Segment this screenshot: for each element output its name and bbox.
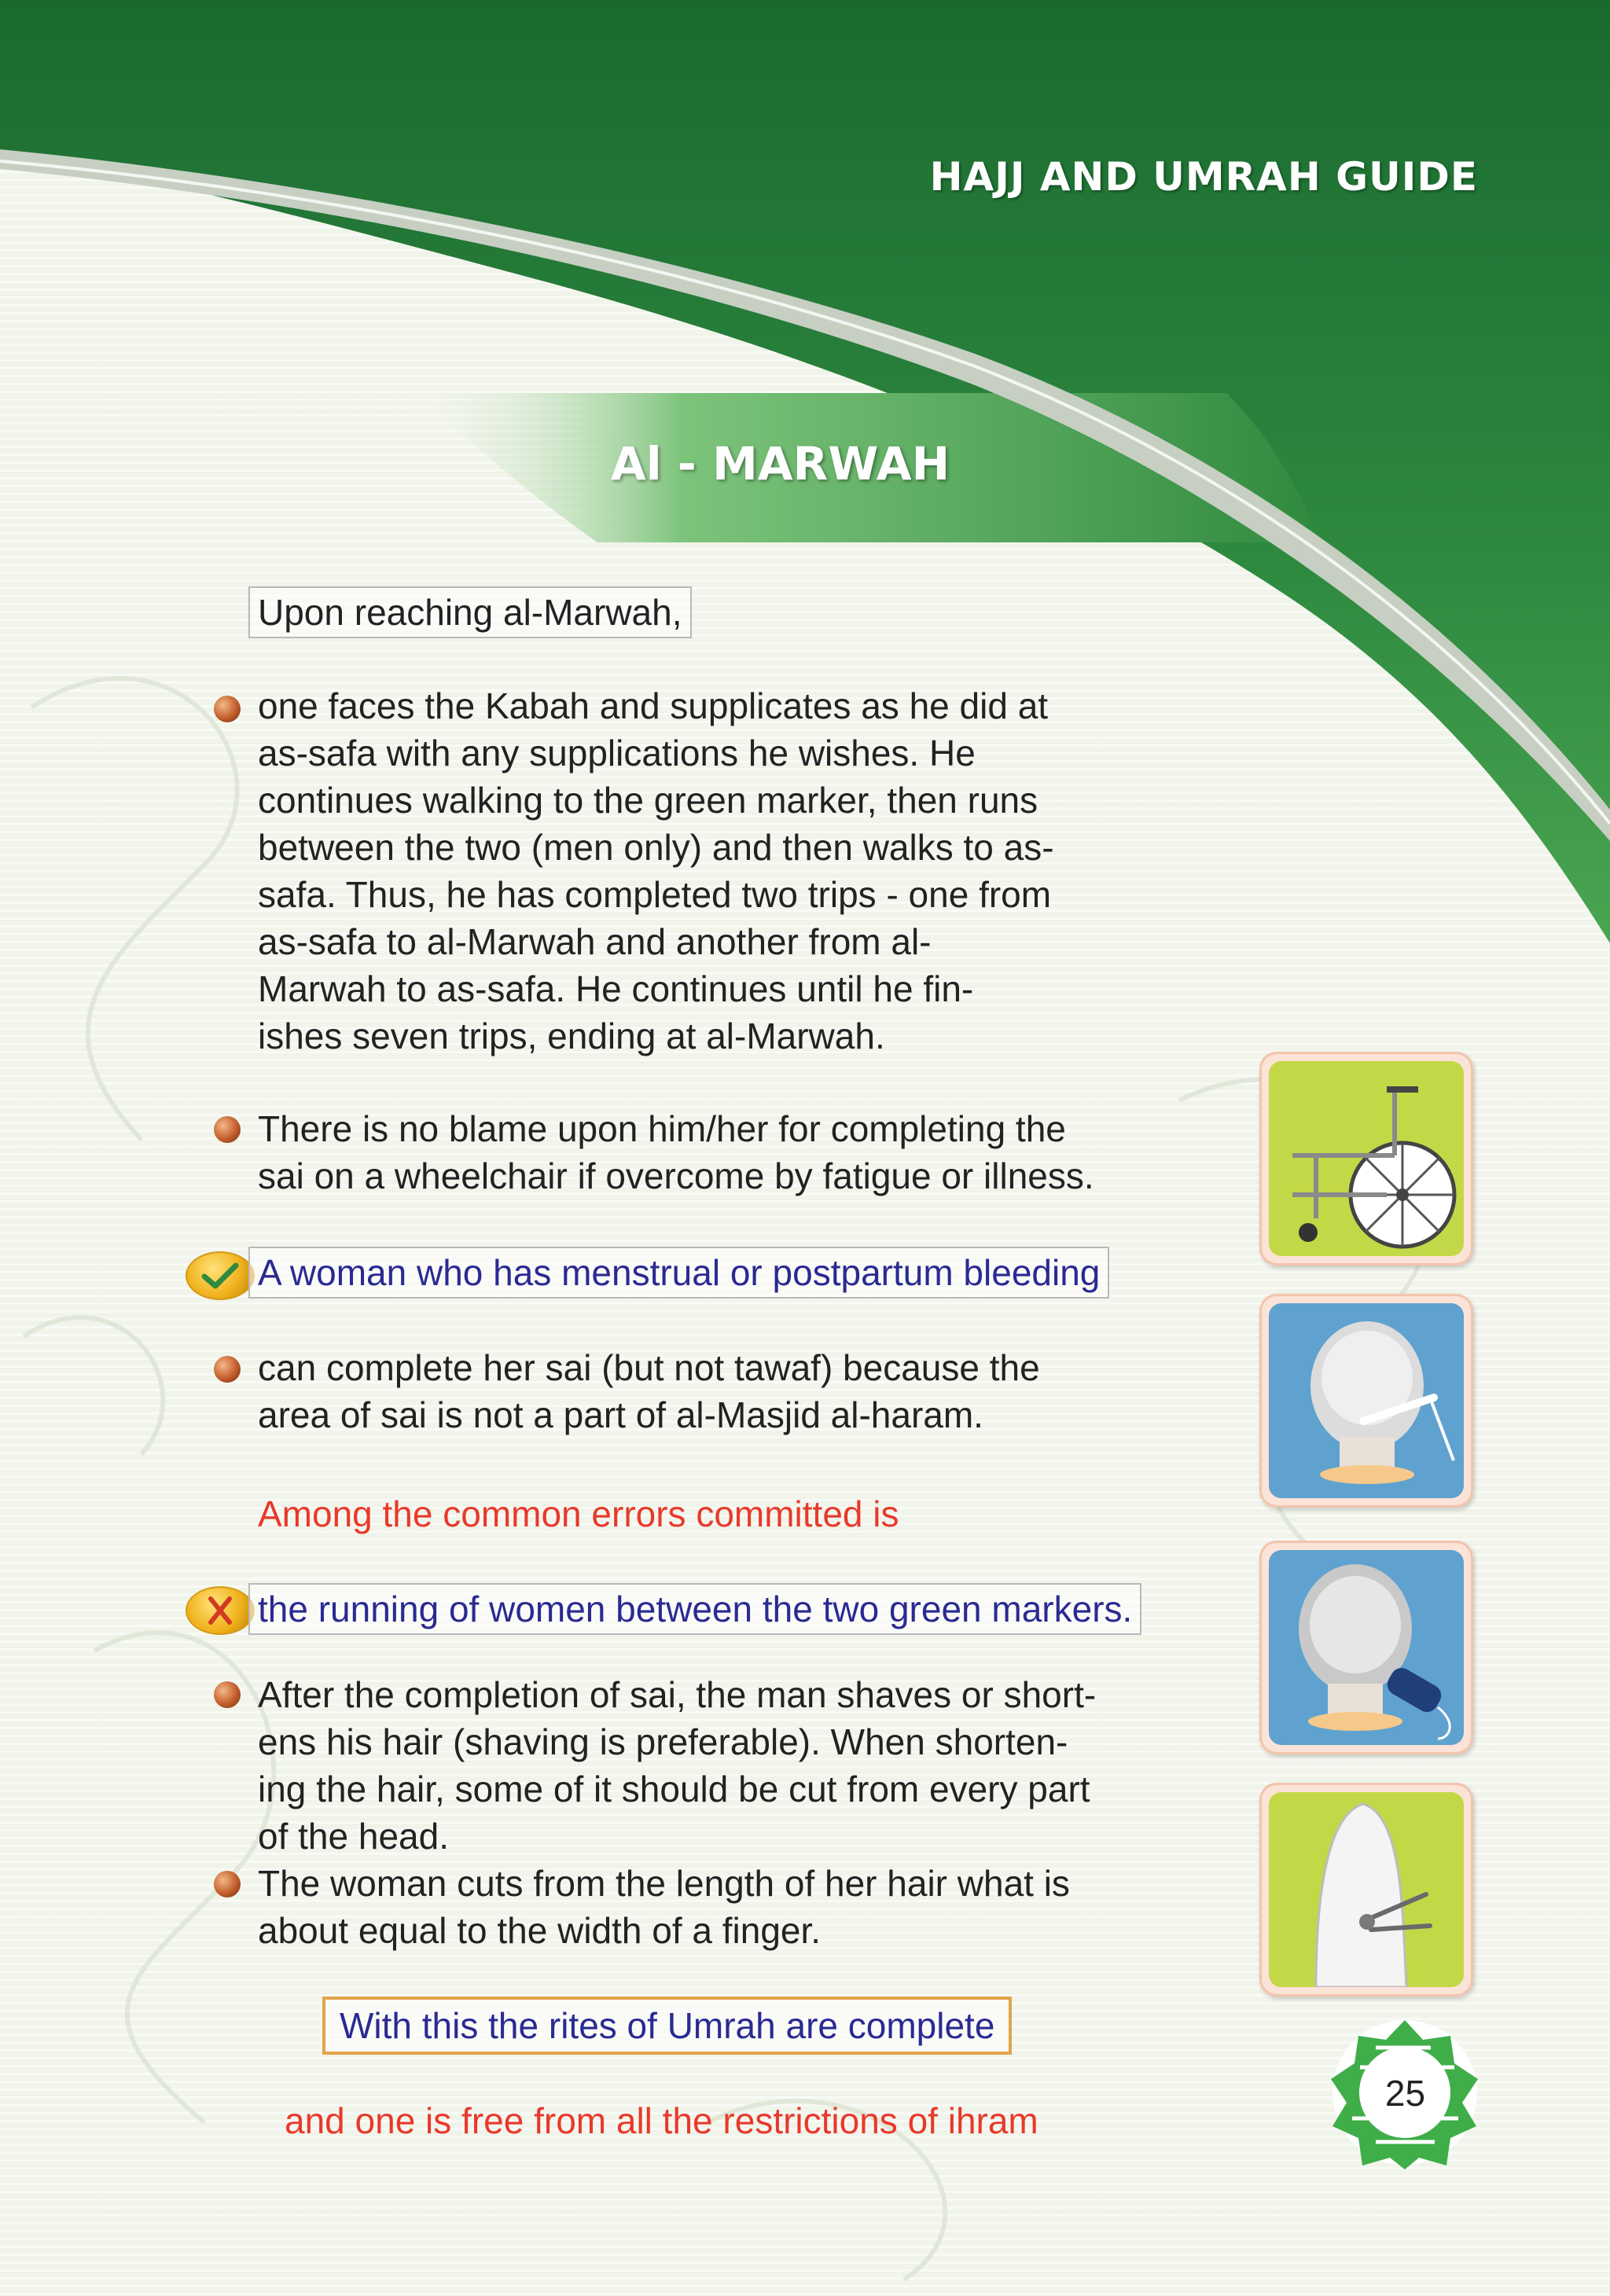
text-line: There is no blame upon him/her for completing the [258,1108,1066,1149]
woman-note-box: A woman who has menstrual or postpartum bleeding [248,1247,1109,1299]
text-line: area of sai is not a part of al-Masjid al-haram. [258,1394,983,1435]
text-line: as-safa with any supplications he wishes. He [258,733,976,773]
wheelchair-image [1259,1052,1473,1266]
text-line: sai on a wheelchair if overcome by fatigue or illness. [258,1155,1094,1196]
woman-cutting-hair-image [1259,1783,1473,1997]
shaved-head-image [1259,1541,1473,1754]
text-line: Marwah to as-safa. He continues until he fin- [258,968,974,1009]
text-line: ing the hair, some of it should be cut from every part [258,1769,1090,1809]
paragraph-sai-area [258,1344,1233,1438]
ihram-restrictions-note: and one is free from all the restrictions of ihram [285,2100,1038,2141]
error-box: the running of women between the two green markers. [248,1583,1141,1635]
text-line: The woman cuts from the length of her hair what is [258,1863,1070,1904]
woman-scissors-icon [1269,1792,1464,1987]
page-number: 25 [1384,2073,1426,2114]
text-line: After the completion of sai, the man shaves or short- [258,1674,1097,1715]
paragraph-shaving [258,1671,1233,1860]
cross-icon [186,1586,255,1635]
shaving-head-image [1259,1294,1473,1508]
text-line: about equal to the width of a finger. [258,1910,822,1951]
text-line: ishes seven trips, ending at al-Marwah. [258,1016,885,1056]
text-line: safa. Thus, he has completed two trips - one from [258,874,1052,915]
checkmark-icon [186,1251,255,1300]
text-line: of the head. [258,1816,449,1857]
text-line: can complete her sai (but not tawaf) because the [258,1347,1040,1388]
guide-title: HAJJ AND UMRAH GUIDE [929,154,1478,200]
bullet-icon [214,1116,241,1143]
text-line: between the two (men only) and then walks to as- [258,827,1054,868]
text-line: one faces the Kabah and supplicates as he did at [258,685,1049,726]
text-line: ens his hair (shaving is preferable). When shorten- [258,1721,1068,1762]
bullet-icon [214,1681,241,1708]
head-clipper-icon [1269,1550,1464,1745]
section-title: Al - MARWAH [610,437,950,490]
paragraph-walking-rules [258,682,1233,1060]
paragraph-wheelchair [258,1105,1233,1199]
paragraph-woman-hair [258,1860,1233,1954]
text-line: continues walking to the green marker, then runs [258,780,1038,821]
text-line: as-safa to al-Marwah and another from al- [258,921,932,962]
bullet-icon [214,1871,241,1897]
bullet-icon [214,696,241,722]
common-errors-heading: Among the common errors committed is [258,1493,899,1534]
bullet-icon [214,1356,241,1383]
head-shaving-icon [1269,1303,1464,1498]
wheelchair-icon [1269,1061,1464,1256]
umrah-complete-box: With this the rites of Umrah are complete [322,1997,1012,2055]
intro-box: Upon reaching al-Marwah, [248,586,692,638]
